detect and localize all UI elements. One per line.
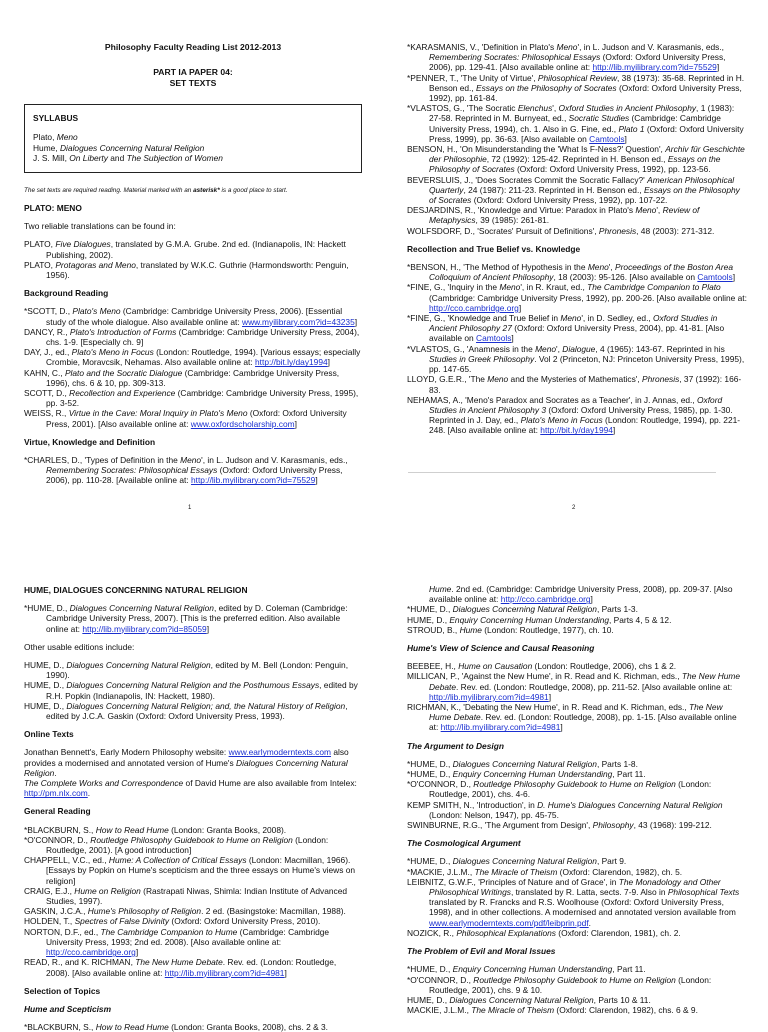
- reading-entry: KAHN, C., Plato and the Socratic Dialogue (Cambridge: Cambridge University Press, 1996), chs. 6 & 10, pp. 309-313.: [24, 367, 340, 388]
- syllabus-line-mill: J. S. Mill, On Liberty and The Subjection of Women: [33, 152, 223, 163]
- section-heading-hume: HUME, DIALOGUES CONCERNING NATURAL RELIGION: [24, 585, 248, 595]
- reading-entry: *SCOTT, D., Plato's Meno (Cambridge: Cambridge University Press, 2006). [Essential study of the whole dialogue. Also available online at: www.myilibrary.com?id=43235]: [24, 306, 358, 327]
- reading-entry: STROUD, B., Hume (London: Routledge, 1977), ch. 10.: [407, 624, 614, 635]
- oxfordscholarship-link[interactable]: www.oxfordscholarship.com: [190, 418, 295, 429]
- reading-entry: PLATO, Protagoras and Meno, translated by W.K.C. Guthrie (Harmondsworth: Penguin, 1956).: [24, 259, 349, 281]
- reading-entry: MILLICAN, P., 'Against the New Hume', in R. Read and K. Richman, eds., The New Hume Debate. Rev. ed. (London: Routledge, 2008), pp. 211-52. [Also available online at: http://lib.myilibrary.com?id=4981]: [407, 671, 741, 702]
- page-4: [384, 548, 768, 1024]
- reading-entry: *HUME, D., Dialogues Concerning Natural Religion, edited by D. Coleman (Cambridge: Cambridge University Press, 2007). [This is the preferred edition. Also available online at: http://lib.myilibrary.com?id=85059]: [24, 603, 348, 634]
- reading-entry: *O'CONNOR, D., Routledge Philosophy Guidebook to Hume on Religion (London: Routledge, 2001), chs. 9 & 10.: [407, 974, 712, 995]
- reading-entry: CRAIG, E.J., Hume on Religion (Rastrapati Niwas, Shimla: Indian Institute of Advanced Studies, 1997).: [24, 885, 348, 907]
- online-texts-paragraph-2: The Complete Works and Correspondence of David Hume are also available from Intelex: http://pm.nlx.com.: [24, 778, 357, 799]
- leibprin-pdf-link[interactable]: www.earlymoderntexts.com/pdf/leibprin.pdf: [429, 917, 589, 928]
- reading-entry: DESJARDINS, R., 'Knowledge and Virtue: Paradox in Plato's Meno', Review of Metaphysics, 39 (1985): 261-81.: [407, 205, 700, 226]
- reading-entry: *VLASTOS, G., 'Anamnesis in the Meno', Dialogue, 4 (1965): 143-67. Reprinted in his Studies in Greek Philosophy. Vol 2 (Princeton, NJ: Princeton University Press, 1995), pp. 147-65.: [407, 343, 745, 375]
- earlymoderntexts-link[interactable]: www.earlymoderntexts.com: [228, 747, 331, 758]
- reading-entry: BEEBEE, H., Hume on Causation (London: Routledge, 2006), chs 1 & 2.: [407, 661, 677, 672]
- reading-entry: WEISS, R., Virtue in the Cave: Moral Inquiry in Plato's Meno (Oxford: Oxford University Press, 2001). [Also available online at: www.oxfordscholarship.com]: [24, 408, 347, 429]
- reading-entry: *BLACKBURN, S., How to Read Hume (London: Granta Books, 2008).: [24, 824, 287, 835]
- reading-entry: *O'CONNOR, D., Routledge Philosophy Guidebook to Hume on Religion (London: Routledge, 2001), chs. 4-6.: [407, 779, 712, 800]
- reading-entry: MACKIE, J.L.M., The Miracle of Theism (Oxford: Clarendon, 1982), chs. 6 & 9.: [407, 1005, 698, 1016]
- page-divider: [408, 472, 716, 473]
- reading-entry: *CHARLES, D., 'Types of Definition in the Meno', in L. Judson and V. Karasmanis, eds., Remembering Socrates: Philosophical Essays (Oxford: Oxford University Press, 2006), pp. 110-28. [Available online at: http://lib.myilibrary.com?id=75529]: [24, 455, 348, 486]
- reading-entry: BENSON, H., 'On Misunderstanding the 'What Is F-Ness?' Question', Archiv für Geschichte der Philosophie, 72 (1992): 125-42. Reprinted in H. Benson ed., Essays on the Philosophy of Socrates (Oxford: Oxford University Press, 1992), pp. 123-56.: [407, 144, 745, 175]
- section-heading-background: Background Reading: [24, 288, 109, 299]
- section-heading-topics: Selection of Topics: [24, 985, 101, 996]
- section-heading-evil: The Problem of Evil and Moral Issues: [407, 946, 556, 957]
- cco-cambridge-link[interactable]: http://cco.cambridge.org: [46, 947, 136, 958]
- reading-entry: DANCY, R., Plato's Introduction of Forms (Cambridge: Cambridge University Press, 2004), chs. 1-9. [Especially ch. 9]: [24, 326, 360, 348]
- section-heading-virtue: Virtue, Knowledge and Definition: [24, 436, 156, 447]
- reading-entry: HUME, D., Dialogues Concerning Natural Religion, edited by M. Bell (London: Penguin, 1990).: [24, 660, 349, 681]
- reading-entry: PLATO, Five Dialogues, translated by G.M.A. Grube. 2nd ed. (Indianapolis, IN: Hackett Publishing, 2002).: [24, 239, 346, 260]
- section-heading-design: The Argument to Design: [407, 740, 504, 751]
- reading-entry: HUME, D., Dialogues Concerning Natural Religion, Parts 10 & 11.: [407, 994, 651, 1005]
- section-heading-science: Hume's View of Science and Causal Reasoning: [407, 643, 595, 654]
- reading-entry-continued: Hume. 2nd ed. (Cambridge: Cambridge University Press, 2008), pp. 209-37. [Also available online at: http://cco.cambridge.org]: [429, 584, 733, 605]
- reading-entry: *VLASTOS, G., 'The Socratic Elenchus', Oxford Studies in Ancient Philosophy, 1 (1983): 27-58. Reprinted in M. Burnyeat, ed., Socratic Studies (Cambridge: Cambridge University Press, 1994), ch. 1. Also in G. Fine, ed., Plato 1 (Oxford: Oxford University Press, 1999), pp. 36-63. [Also available on Camtools]: [407, 103, 744, 144]
- reading-entry: GASKIN, J.C.A., Hume's Philosophy of Religion. 2 ed. (Basingstoke: Macmillan, 1988).: [24, 906, 346, 917]
- reading-entry: NORTON, D.F., ed., The Cambridge Companion to Hume (Cambridge: Cambridge University Press, 1993; 2nd ed. 2008). [Also available online at: http://cco.cambridge.org]: [24, 926, 330, 958]
- page-2: [384, 0, 768, 520]
- page-number: 1: [188, 505, 192, 511]
- page-1: [0, 0, 384, 520]
- reading-entry: *HUME, D., Enquiry Concerning Human Understanding, Part 11.: [407, 964, 646, 975]
- translations-intro: Two reliable translations can be found in:: [24, 221, 176, 232]
- reading-entry: LLOYD, G.E.R., 'The Meno and the Mysteries of Mathematics', Phronesis, 37 (1992): 166-83.: [407, 374, 742, 395]
- reading-entry: WOLFSDORF, D., 'Socrates' Pursuit of Definitions', Phronesis, 48 (2003): 271-312.: [407, 225, 715, 236]
- reading-entry: *FINE, G., 'Inquiry in the Meno', in R. Kraut, ed., The Cambridge Companion to Plato (Cambridge: Cambridge University Press, 1992), pp. 200-26. [Also available online at: http://cco.cambridge.org]: [407, 282, 747, 313]
- section-heading-scepticism: Hume and Scepticism: [24, 1003, 112, 1014]
- section-heading-recollection: Recollection and True Belief vs. Knowledge: [407, 243, 581, 254]
- reading-entry: *HUME, D., Enquiry Concerning Human Understanding, Part 11.: [407, 769, 646, 780]
- reading-entry: *O'CONNOR, D., Routledge Philosophy Guidebook to Hume on Religion (London: Routledge, 2001). [A good introduction]: [24, 834, 329, 856]
- camtools-link[interactable]: Camtools: [476, 333, 512, 344]
- syllabus-heading: SYLLABUS: [33, 113, 79, 124]
- bitly-link[interactable]: http://bit.ly/day1994: [255, 357, 328, 368]
- syllabus-box: [24, 104, 362, 173]
- reading-entry: *FINE, G., 'Knowledge and True Belief in Meno', in D. Sedley, ed., Oxford Studies in Ancient Philosophy 27 (Oxford: Oxford University Press, 2004), pp. 41-81. [Also available on Camtools]: [407, 313, 725, 344]
- bitly-link[interactable]: http://bit.ly/day1994: [540, 425, 613, 436]
- syllabus-line-plato: Plato, Meno: [33, 132, 78, 143]
- reading-entry: NEHAMAS, A., 'Meno's Paradox and Socrates as a Teacher', in J. Annas, ed., Oxford Studies in Ancient Philosophy 3 (Oxford: Oxford University Press, 1985), pp. 1-30. Reprinted in J. Day, ed., Plato's Meno in Focus (London: Routledge, 1994), pp. 221-248. [Also available online at: http://bit.ly/day1994]: [407, 394, 741, 436]
- cco-cambridge-link[interactable]: http://cco.cambridge.org: [500, 594, 591, 605]
- reading-entry: KEMP SMITH, N., 'Introduction', in D. Hume's Dialogues Concerning Natural Religion (London: Nelson, 1947), pp. 45-75.: [407, 799, 723, 820]
- section-heading-cosmological: The Cosmological Argument: [407, 838, 521, 849]
- reading-entry: *HUME, D., Dialogues Concerning Natural Religion, Parts 1-8.: [407, 758, 638, 769]
- page-3: [0, 548, 384, 1032]
- page-4-column: [407, 584, 747, 1015]
- reading-entry: *BLACKBURN, S., How to Read Hume (London: Granta Books, 2008), chs. 2 & 3.: [24, 1022, 329, 1032]
- page-1-column: [24, 42, 362, 486]
- section-heading-meno: PLATO: MENO: [24, 203, 82, 214]
- document-title: Philosophy Faculty Reading List 2012-2013: [104, 42, 282, 52]
- syllabus-line-hume: Hume, Dialogues Concerning Natural Religion: [33, 142, 205, 153]
- reading-entry: BEVERSLUIS, J., 'Does Socrates Commit the Socratic Fallacy?' American Philosophical Quarterly, 24 (1987): 211-23. Reprinted in H. Benson ed., Essays on the Philosophy of Socrates (Oxford: Oxford University Press, 1992), pp. 107-22.: [407, 174, 740, 206]
- myilibrary-link[interactable]: http://lib.myilibrary.com?id=4981: [164, 967, 285, 978]
- intelex-link[interactable]: http://pm.nlx.com: [24, 788, 88, 799]
- myilibrary-link[interactable]: www.myilibrary.com?id=43235: [242, 316, 355, 327]
- reading-entry: DAY, J., ed., Plato's Meno in Focus (London: Routledge, 1994). [Various essays; especially Crombie, Moravcsik, Nehamas. Also available online at: http://bit.ly/day1994]: [24, 347, 361, 368]
- online-texts-paragraph: Jonathan Bennett's, Early Modern Philosophy website: www.earlymoderntexts.com also provides a modernised and annotated version of Hume's Dialogues Concerning Natural Religion.: [24, 747, 349, 778]
- reading-entry: *HUME, D., Dialogues Concerning Natural Religion, Part 9.: [407, 856, 627, 867]
- reading-entry: *PENNER, T., 'The Unity of Virtue', Philosophical Review, 38 (1973): 35-68. Reprinted in H. Benson ed., Essays on the Philosophy of Socrates (Oxford: Oxford University Press, 1992), pp. 161-84.: [407, 72, 745, 104]
- paper-title-line-2: SET TEXTS: [169, 77, 217, 88]
- reading-entry: HUME, D., Dialogues Concerning Natural Religion; and, the Natural History of Religion, edited by J.C.A. Gaskin (Oxford: Oxford University Press, 1993).: [24, 700, 348, 722]
- reading-entry: *HUME, D., Dialogues Concerning Natural Religion, Parts 1-3.: [407, 604, 638, 615]
- myilibrary-link[interactable]: http://lib.myilibrary.com?id=75529: [190, 475, 316, 486]
- section-heading-online-texts: Online Texts: [24, 729, 74, 740]
- myilibrary-link[interactable]: http://lib.myilibrary.com?id=75529: [592, 62, 717, 73]
- reading-entry: CHAPPELL, V.C., ed., Hume: A Collection of Critical Essays (London: Macmillan, 1966). [Essays by Popkin on Hume's scepticism and the three essays on Hume's views on religion]: [24, 855, 356, 886]
- reading-entry: *BENSON, H., 'The Method of Hypothesis in the Meno', Proceedings of the Boston Area Colloquium of Ancient Philosophy, 18 (2003): 95-126. [Also available on Camtools]: [407, 262, 736, 283]
- camtools-link[interactable]: Camtools: [697, 272, 733, 283]
- page-number: 2: [572, 505, 576, 511]
- reading-entry: *KARASMANIS, V., 'Definition in Plato's Meno', in L. Judson and V. Karasmanis, eds., Remembering Socrates: Philosophical Essays (Oxford: Oxford University Press, 2006), pp. 129-41. [Also available online at: http://lib.myilibrary.com?id=75529]: [407, 42, 726, 73]
- reading-entry: HUME, D., Enquiry Concerning Human Understanding, Parts 4, 5 & 12.: [407, 614, 672, 625]
- camtools-link[interactable]: Camtools: [589, 133, 625, 144]
- myilibrary-link[interactable]: http://lib.myilibrary.com?id=85059: [82, 623, 207, 634]
- reading-entry: *MACKIE, J.L.M., The Miracle of Theism (Oxford: Clarendon, 1982), ch. 5.: [407, 866, 683, 877]
- section-heading-general-reading: General Reading: [24, 806, 91, 817]
- cco-cambridge-link[interactable]: http://cco.cambridge.org: [429, 302, 519, 313]
- page-2-column: [407, 42, 747, 436]
- page-3-column: [24, 585, 362, 1032]
- reading-entry: SWINBURNE, R.G., 'The Argument from Design', Philosophy, 43 (1968): 199-212.: [407, 820, 712, 831]
- reading-entry: LEIBNITZ, G.W.F., 'Principles of Nature and of Grace', in The Monadology and Other Philosophical Writings, translated by R. Latta, sects. 7-9. Also in Philosophical Texts translated by R. Francks and R.S. Woolhouse (Oxford: Oxford University Press, 1998), and in other collections. A modernised and annotated version available from www.earlymoderntexts.com/pdf/leibprin.pdf.: [407, 876, 740, 928]
- reading-entry: HUME, D., Dialogues Concerning Natural Religion and the Posthumous Essays, edited by R.H. Popkin (Indianapolis, IN: Hackett, 1980).: [24, 680, 358, 701]
- reading-entry: HOLDEN, T., Spectres of False Divinity (Oxford: Oxford University Press, 2010).: [24, 916, 321, 927]
- paper-title-line-1: PART IA PAPER 04:: [153, 67, 233, 78]
- reading-entry: NOZICK, R., Philosophical Explanations (Oxford: Clarendon, 1981), ch. 2.: [407, 927, 681, 938]
- set-texts-note: The set texts are required reading. Material marked with an asterisk* is a good place to start.: [24, 187, 288, 195]
- other-editions-intro: Other usable editions include:: [24, 641, 135, 652]
- reading-entry: RICHMAN, K., 'Debating the New Hume', in R. Read and K. Richman, eds., The New Hume Debate. Rev. ed. (London: Routledge, 2008), pp. 1-15. [Also available online at: http://lib.myilibrary.com?id=4981]: [407, 702, 737, 733]
- reading-entry: SCOTT, D., Recollection and Experience (Cambridge: Cambridge University Press, 1995), pp. 3-52.: [24, 388, 359, 409]
- myilibrary-link[interactable]: http://lib.myilibrary.com?id=4981: [429, 691, 549, 702]
- reading-entry: READ, R., and K. RICHMAN, The New Hume Debate. Rev. ed. (London: Routledge, 2008). [Also available online at: http://lib.myilibrary.com?id=4981]: [24, 957, 337, 978]
- myilibrary-link[interactable]: http://lib.myilibrary.com?id=4981: [440, 722, 561, 733]
